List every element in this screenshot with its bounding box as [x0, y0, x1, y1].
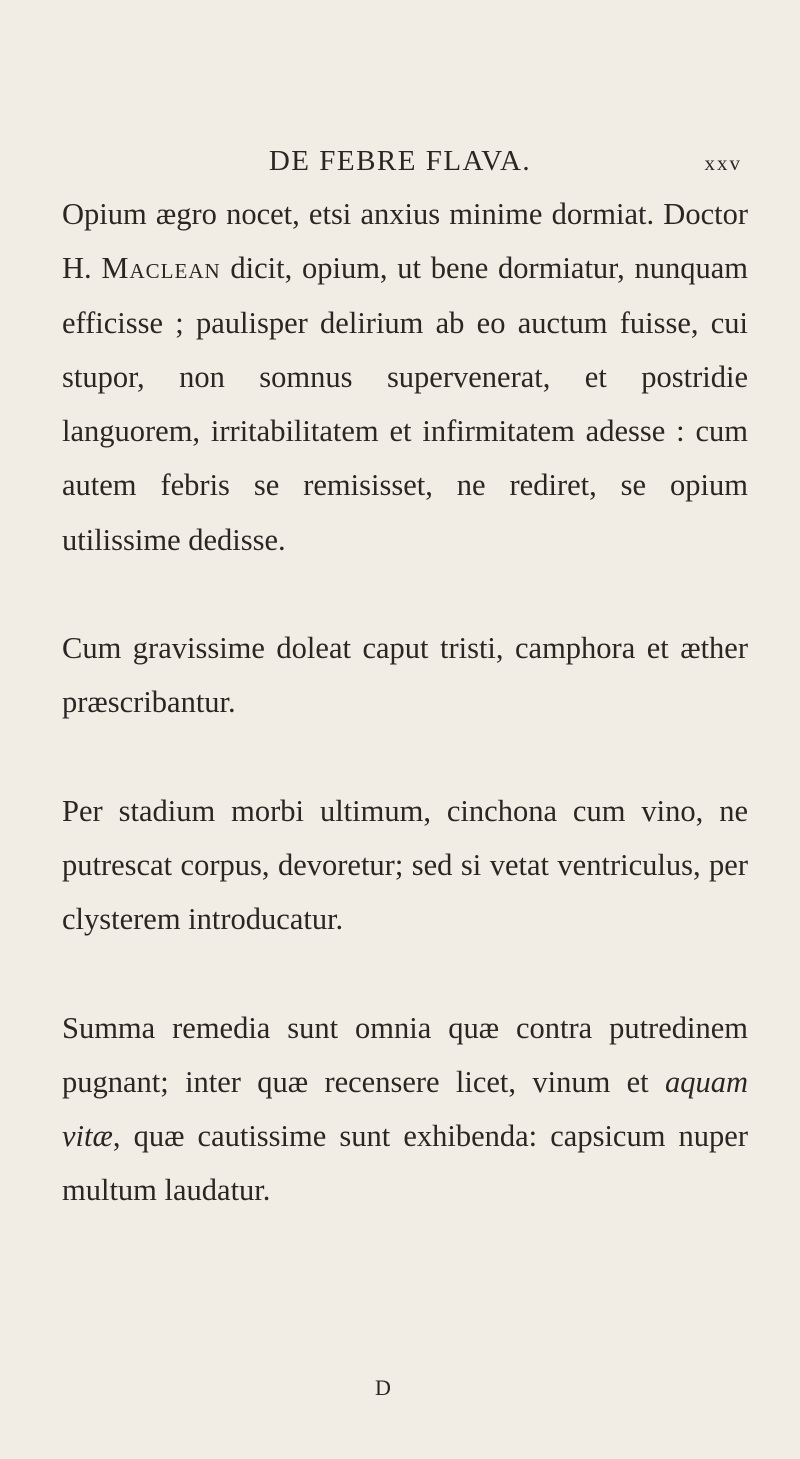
text-run: Opium ægro nocet, etsi anxius minime dormiat. Doctor H.	[62, 197, 748, 286]
text-run: Summa remedia sunt omnia quæ contra putredinem pugnant; inter quæ recensere licet, vinum et	[62, 1010, 748, 1099]
paragraph-3	[62, 784, 748, 947]
text-run: Per stadium morbi ultimum, cinchona cum vino, ne putrescat corpus, devoretur; sed si vetat ventriculus, per clysterem introducatur.	[62, 793, 748, 937]
text-run: dicit, opium, ut bene dormiatur, nunquam efficisse ; paulisper delirium ab eo auctum fuisse, cui stupor, non somnus supervenerat, et postridie languorem, irritabilitatem et infirmitatem adesse : cum autem febris se remisisset, ne rediret, se opium utilissime dedisse.	[62, 251, 748, 557]
paragraph-1	[62, 187, 748, 567]
body-text	[62, 187, 748, 1218]
page-number: xxv	[704, 151, 742, 175]
paragraph-4	[62, 1001, 748, 1218]
text-run: , quæ cautissime sunt exhibenda: capsicum nuper multum laudatur.	[62, 1119, 748, 1208]
signature-mark: D	[375, 1375, 391, 1400]
paragraph-2	[62, 621, 748, 730]
running-title: DE FEBRE FLAVA.	[268, 145, 532, 177]
running-header	[0, 145, 800, 185]
author-name: Maclean	[101, 251, 221, 286]
text-run: Cum gravissime doleat caput tristi, camphora et æther præscribantur.	[62, 631, 748, 720]
italic-term: aquam vitæ	[62, 1064, 748, 1154]
